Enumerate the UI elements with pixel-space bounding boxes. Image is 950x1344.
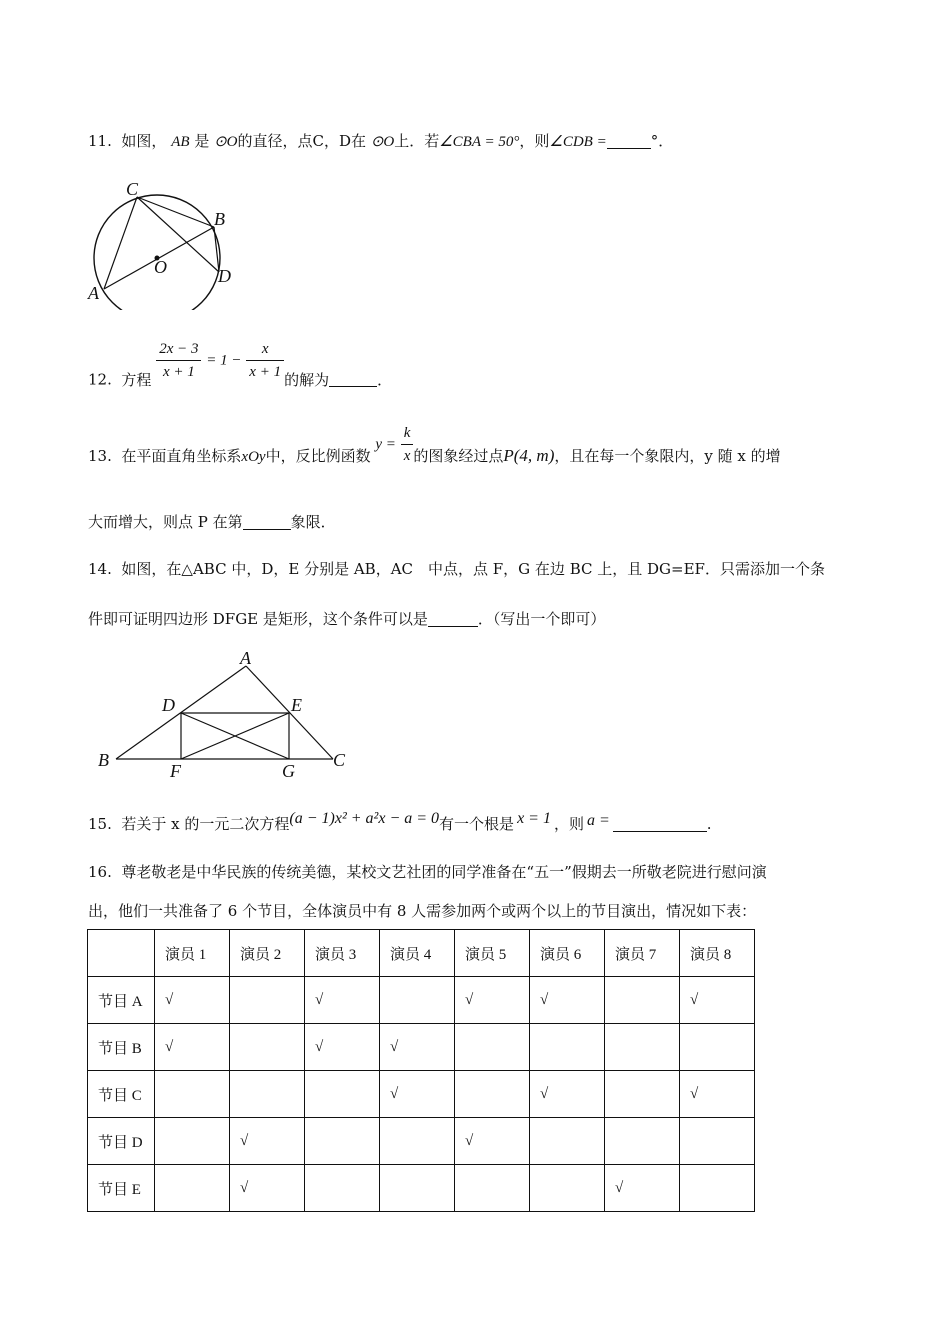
- q12-f2-den: x + 1: [249, 364, 282, 380]
- table-cell: [380, 977, 455, 1024]
- table-cell: √: [380, 1024, 455, 1071]
- table-row: [88, 1071, 755, 1118]
- q15-end: .: [706, 815, 712, 833]
- q15-answer-blank[interactable]: [613, 816, 707, 832]
- table-header-cell: 演员 6: [530, 930, 605, 977]
- table-cell: √: [530, 977, 605, 1024]
- q12-number: 12.: [88, 370, 112, 389]
- q11-number: 11.: [88, 132, 112, 150]
- q13-line2-a: 大而增大，则点 P 在第: [88, 513, 243, 531]
- q13-text-d: ，且在每一个象限内，y 随 x 的增: [554, 446, 781, 465]
- table-cell: [605, 1118, 680, 1165]
- table-header-cell: [88, 930, 155, 977]
- q16-line1: 尊老敬老是中华民族的传统美德，某校文艺社团的同学准备在“五一”假期去一所敬老院进行慰问演: [121, 863, 767, 881]
- q16-table: [87, 929, 755, 1212]
- table-cell: [155, 1165, 230, 1212]
- table-header-cell: 演员 5: [455, 930, 530, 977]
- table-cell: [530, 1024, 605, 1071]
- q16-line2: [88, 900, 756, 921]
- q11-circle2: ⊙O: [370, 134, 395, 150]
- table-header-cell: 演员 4: [380, 930, 455, 977]
- table-cell: [380, 1165, 455, 1212]
- table-cell: [605, 977, 680, 1024]
- q14-number: 14.: [88, 560, 112, 578]
- table-cell: 节目 D: [88, 1118, 155, 1165]
- table-header-row: [88, 930, 755, 977]
- circle-o: [94, 195, 220, 310]
- q15-root: x = 1: [517, 810, 551, 827]
- q11-circle: ⊙O: [214, 134, 238, 150]
- q13-text-c: 的图象经过点: [413, 446, 504, 465]
- table-cell: [455, 1071, 530, 1118]
- table-header-cell: 演员 7: [605, 930, 680, 977]
- q12-f1-den: x + 1: [162, 364, 195, 380]
- q11-text-c: 的直径，点C，D在: [237, 132, 367, 150]
- q15-text: [88, 810, 712, 834]
- table-cell: √: [155, 1024, 230, 1071]
- q12-text-a: 方程: [121, 370, 152, 389]
- q11-text-a: 如图，: [121, 132, 167, 150]
- table-cell: √: [530, 1071, 605, 1118]
- table-cell: [680, 1024, 755, 1071]
- q11-answer-blank[interactable]: [607, 133, 651, 149]
- table-cell: [605, 1071, 680, 1118]
- q16-number: 16.: [88, 863, 112, 881]
- q13-point: P(4, m): [503, 445, 555, 465]
- q11-end: °．: [650, 132, 674, 150]
- label-o: O: [154, 257, 167, 277]
- q14-line2-a: 件即可证明四边形 DFGE 是矩形，这个条件可以是: [88, 610, 428, 628]
- label-a: A: [240, 648, 251, 668]
- q12-mid: = 1 −: [206, 352, 242, 369]
- label-b: B: [98, 750, 109, 770]
- q13-line2: [88, 511, 336, 532]
- table-cell: 节目 C: [88, 1071, 155, 1118]
- table-cell: [305, 1165, 380, 1212]
- q12-text: [88, 338, 392, 390]
- q11-ab: AB: [171, 134, 190, 150]
- q14-text: [88, 558, 825, 579]
- q15-number: 15.: [88, 815, 112, 833]
- label-d: D: [218, 266, 231, 286]
- q14-line1: 如图，在△ABC 中，D，E 分别是 AB，AC 中点，点 F，G 在边 BC 上，且 DG=EF．只需添加一个条: [121, 560, 825, 578]
- table-cell: 节目 E: [88, 1165, 155, 1212]
- q16-line2-text: 出，他们一共准备了 6 个节目，全体演员中有 8 人需参加两个或两个以上的节目演出，情况如下表：: [88, 902, 757, 920]
- table-cell: √: [230, 1118, 305, 1165]
- table-cell: [155, 1071, 230, 1118]
- table-cell: [230, 977, 305, 1024]
- q13-line2-b: 象限．: [290, 513, 336, 531]
- table-cell: [530, 1165, 605, 1212]
- table-cell: [230, 1071, 305, 1118]
- table-header-cell: 演员 2: [230, 930, 305, 977]
- q15-text-b: 有一个根是: [439, 815, 515, 833]
- q11-angle2: ∠CDB =: [549, 134, 607, 150]
- label-b: B: [214, 209, 225, 229]
- q11-text-d: 上．若: [394, 132, 440, 150]
- q12-fraction-right: [246, 338, 284, 383]
- table-header-cell: 演员 3: [305, 930, 380, 977]
- table-cell: √: [155, 977, 230, 1024]
- q15-text-a: 若关于 x 的一元二次方程: [121, 815, 290, 833]
- label-e: E: [291, 695, 302, 715]
- table-row: [88, 977, 755, 1024]
- chord-cd: [137, 197, 219, 272]
- q12-end: ．: [377, 370, 393, 389]
- table-cell: √: [455, 977, 530, 1024]
- label-f: F: [170, 761, 181, 781]
- table-cell: √: [380, 1071, 455, 1118]
- q11-circle-figure: [80, 175, 250, 310]
- table-cell: [155, 1118, 230, 1165]
- table-cell: √: [230, 1165, 305, 1212]
- table-cell: √: [305, 977, 380, 1024]
- q12-fraction-left: [156, 338, 201, 383]
- table-cell: √: [680, 1071, 755, 1118]
- q13-y-eq: y =: [375, 436, 396, 453]
- q14-line2: [88, 608, 605, 629]
- label-c: C: [333, 750, 346, 770]
- table-cell: 节目 B: [88, 1024, 155, 1071]
- q13-number: 13.: [88, 446, 112, 465]
- table-cell: [305, 1118, 380, 1165]
- q12-text-b: 的解为: [284, 370, 330, 389]
- q13-xoy: xOy: [241, 448, 266, 465]
- q11-text-e: ，则: [519, 132, 550, 150]
- q13-fraction: [401, 422, 414, 467]
- q11-angle1: ∠CBA = 50°: [439, 134, 520, 150]
- q11-text-b: 是: [194, 132, 210, 150]
- table-cell: [305, 1071, 380, 1118]
- table-row: [88, 1118, 755, 1165]
- q13-answer-blank[interactable]: [243, 514, 291, 530]
- table-header-cell: 演员 1: [155, 930, 230, 977]
- q15-text-c: ，则: [553, 815, 584, 833]
- table-cell: [680, 1118, 755, 1165]
- q15-equation: (a − 1)x² + a²x − a = 0: [289, 810, 440, 827]
- q12-f2-num: x: [246, 338, 284, 361]
- label-g: G: [282, 761, 295, 781]
- q14-answer-blank[interactable]: [428, 611, 478, 627]
- q14-line2-b: ．（写出一个即可）: [477, 610, 606, 628]
- table-cell: [455, 1024, 530, 1071]
- label-c: C: [126, 179, 139, 199]
- table-header-cell: 演员 8: [680, 930, 755, 977]
- table-row: [88, 1024, 755, 1071]
- q13-text: [88, 422, 781, 467]
- label-d: D: [162, 695, 175, 715]
- q16-text: [88, 861, 767, 882]
- table-cell: [605, 1024, 680, 1071]
- table-cell: [680, 1165, 755, 1212]
- q12-answer-blank[interactable]: [329, 371, 377, 387]
- table-row: [88, 1165, 755, 1212]
- label-a: A: [88, 283, 99, 303]
- table-cell: 节目 A: [88, 977, 155, 1024]
- table-cell: [455, 1165, 530, 1212]
- table-cell: [380, 1118, 455, 1165]
- chord-cb: [137, 197, 214, 227]
- table-cell: √: [305, 1024, 380, 1071]
- q13-f-den: x: [403, 448, 411, 464]
- table-cell: [230, 1024, 305, 1071]
- chord-ac: [104, 197, 137, 289]
- q12-f1-num: 2x − 3: [156, 338, 201, 361]
- q13-text-b: 中，反比例函数: [265, 446, 371, 465]
- q14-triangle-figure: [90, 645, 360, 785]
- q13-f-num: k: [401, 422, 414, 445]
- q15-a-eq: a =: [586, 812, 610, 829]
- q11-text: [88, 130, 673, 151]
- table-cell: √: [680, 977, 755, 1024]
- table-cell: √: [455, 1118, 530, 1165]
- table-cell: √: [605, 1165, 680, 1212]
- q13-text-a: 在平面直角坐标系: [121, 446, 242, 465]
- table-cell: [530, 1118, 605, 1165]
